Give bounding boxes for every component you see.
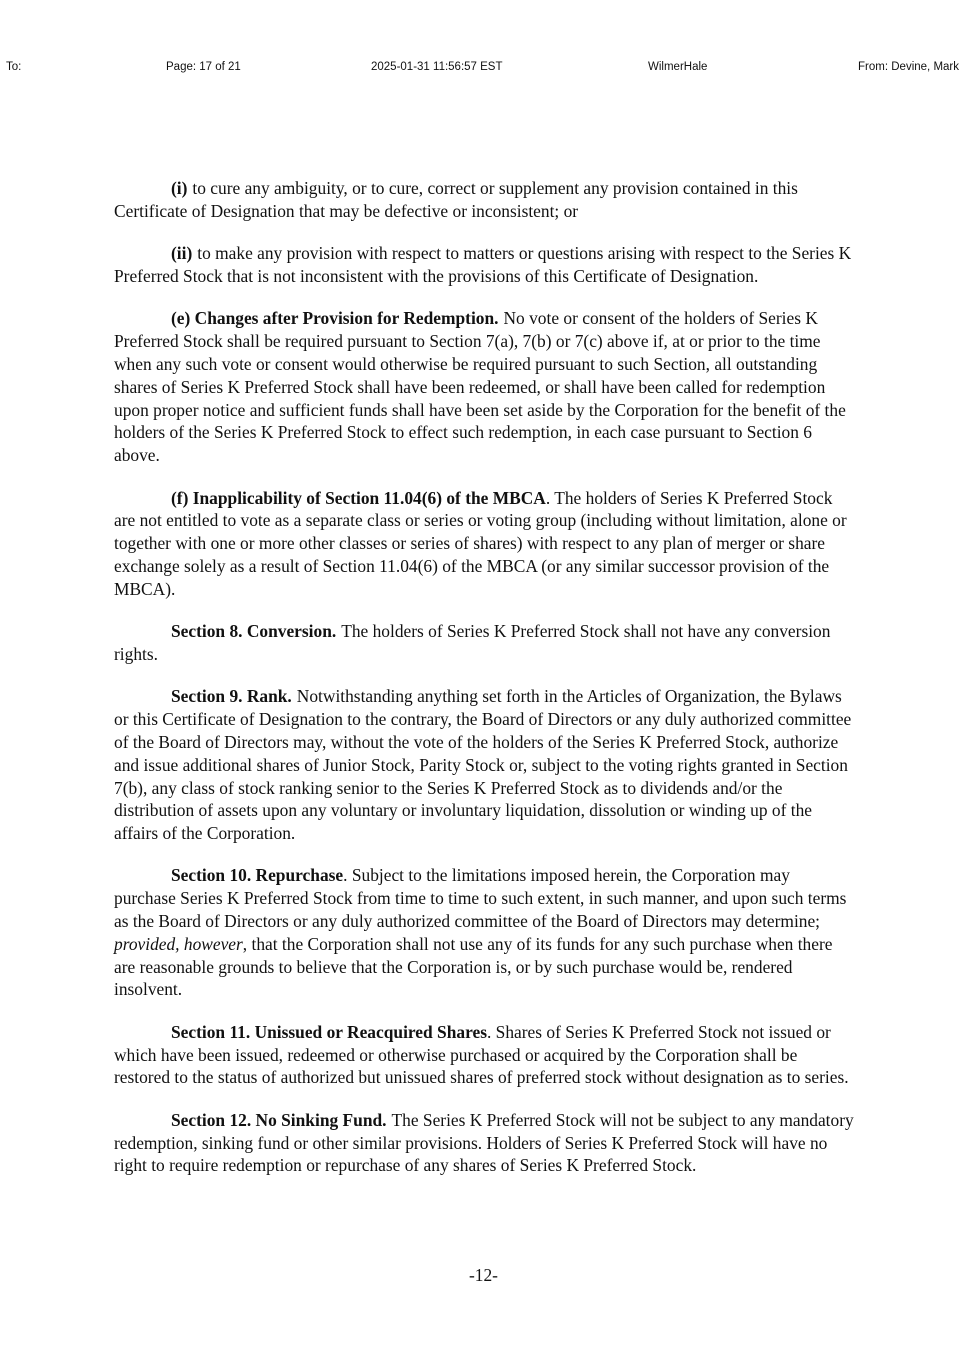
fax-datetime: 2025-01-31 11:56:57 EST: [371, 61, 503, 73]
clause-text: No vote or consent of the holders of Series K Preferred Stock shall be required pursuant to Section 7(a), 7(b) or 7(c) above if, at or prior to the time when any such vote or consent would otherwise be required pursuant to such Section, all outstanding shares of Series K Preferred Stock shall have been redeemed, or shall have been called for redemption upon proper notice and sufficient funds shall have been set aside by the Corporation for the benefit of the holders of the Series K Preferred Stock to effect such redemption, in each case pursuant to Section 6 above.: [114, 308, 846, 466]
clause-heading: (f) Inapplicability of Section 11.04(6) of the MBCA: [171, 487, 546, 508]
section-text: The holders of Series K Preferred Stock shall not have any conversion rights.: [114, 621, 831, 664]
clause-text: . The holders of Series K Preferred Stock are not entitled to vote as a separate class or series or voting group (including without limitation, alone or together with one or more other classes or series of shares) with respect to any plan of merger or share exchange solely as a result of Section 11.04(6) of the MBCA (or any similar successor provision of the MBCA).: [114, 487, 847, 599]
section-text: . Shares of Series K Preferred Stock not issued or which have been issued, redeemed or otherwise purchased or acquired by the Corporation shall be restored to the status of authorized but unissued shares of preferred stock without designation as to series.: [114, 1021, 849, 1088]
fax-page-count: Page: 17 of 21: [166, 61, 241, 73]
fax-header: [0, 61, 967, 75]
section-heading: Section 10. Repurchase: [171, 865, 344, 886]
clause-i: [114, 177, 856, 223]
fax-to: To:: [6, 61, 22, 73]
section-text: . Subject to the limitations imposed herein, the Corporation may purchase Series K Preferred Stock from time to time to such extent, in such manner, and upon such terms as the Board of Directors or any duly authorized committee of the Board of Directors may determine;: [114, 865, 847, 932]
fax-firm: WilmerHale: [648, 61, 708, 73]
section-heading: Section 8. Conversion.: [171, 621, 337, 642]
clause-heading: (e) Changes after Provision for Redemption.: [171, 308, 499, 329]
section-8: [114, 620, 856, 666]
section-text: Notwithstanding anything set forth in the Articles of Organization, the Bylaws or this Certificate of Designation to the contrary, the Board of Directors or any duly authorized committee of the Board of Directors may, without the vote of the holders of the Series K Preferred Stock, authorize and issue additional shares of Junior Stock, Parity Stock or, subject to the voting rights granted in Section 7(b), any class of stock ranking senior to the Series K Preferred Stock as to dividends and/or the distribution of assets upon any voluntary or involuntary liquidation, dissolution or winding up of the affairs of the Corporation.: [114, 686, 852, 844]
section-italic: provided, however: [114, 933, 243, 954]
document-body: [114, 177, 856, 1197]
section-12: [114, 1109, 856, 1177]
clause-ii: [114, 242, 856, 288]
clause-e: [114, 307, 856, 467]
page-number: -12-: [469, 1265, 498, 1285]
section-11: [114, 1021, 856, 1089]
clause-text: to make any provision with respect to matters or questions arising with respect to the Series K Preferred Stock that is not inconsistent with the provisions of this Certificate of Designation.: [114, 243, 852, 286]
section-heading: Section 11. Unissued or Reacquired Shares: [171, 1021, 487, 1042]
section-heading: Section 9. Rank.: [171, 686, 292, 707]
clause-label: (ii): [171, 243, 193, 264]
clause-label: (i): [171, 178, 188, 198]
section-text: The Series K Preferred Stock will not be subject to any mandatory redemption, sinking fund or other similar provisions. Holders of Series K Preferred Stock will have no right to require redemption or repurchase of any shares of Series K Preferred Stock.: [114, 1109, 854, 1176]
clause-text: to cure any ambiguity, or to cure, correct or supplement any provision contained in this Certificate of Designation that may be defective or inconsistent; or: [114, 178, 798, 221]
section-10: [114, 864, 856, 1001]
section-heading: Section 12. No Sinking Fund.: [171, 1109, 387, 1130]
section-9: [114, 685, 856, 845]
fax-from: From: Devine, Mark: [858, 61, 959, 73]
clause-f: [114, 487, 856, 601]
section-text-cont: , that the Corporation shall not use any of its funds for any such purchase when there are reasonable grounds to believe that the Corporation is, or by such purchase would be, rendered insolvent.: [114, 933, 833, 1000]
